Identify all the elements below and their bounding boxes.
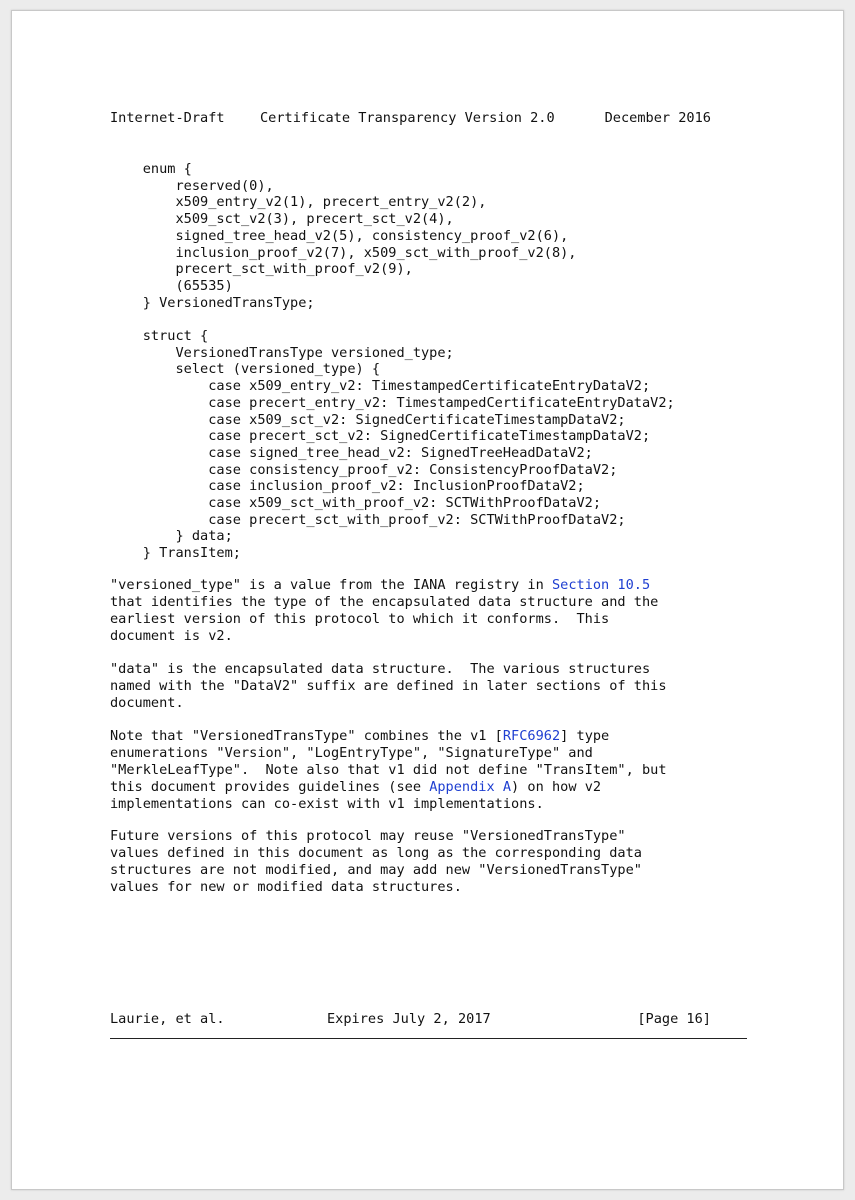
header-title: Certificate Transparency Version 2.0	[260, 110, 555, 126]
code-line: inclusion_proof_v2(7), x509_sct_with_proof_v2(8),	[110, 244, 577, 261]
header-date: December 2016	[604, 110, 711, 126]
paragraph-text: that identifies the type of the encapsulated data structure and the earliest version of this protocol to which it conforms. This document is v2.	[110, 593, 659, 644]
section-10-5-link[interactable]: Section 10.5	[551, 577, 651, 593]
code-line: reserved(0),	[110, 177, 274, 194]
code-line: select (versioned_type) {	[110, 361, 381, 378]
paragraph-text: "data" is the encapsulated data structure. The various structures named with the "DataV2" suffix are defined in later sections of this document.	[110, 661, 667, 711]
code-line: case precert_sct_v2: SignedCertificateTimestampDataV2;	[110, 428, 651, 445]
code-line: case x509_sct_with_proof_v2: SCTWithProofDataV2;	[110, 495, 602, 512]
footer-divider	[110, 1038, 747, 1039]
paragraph-note	[110, 728, 667, 813]
code-line: } data;	[110, 528, 233, 545]
code-line: case consistency_proof_v2: ConsistencyProofDataV2;	[110, 461, 618, 478]
code-line: case precert_sct_with_proof_v2: SCTWithProofDataV2;	[110, 511, 626, 528]
paragraph-text: Future versions of this protocol may reuse "VersionedTransType" values defined in this document as long as the corresponding data structures are not modified, and may add new "VersionedTransType" values for new or modified data structures.	[110, 828, 642, 895]
paragraph-future-versions	[110, 828, 642, 896]
code-line: } VersionedTransType;	[110, 294, 315, 311]
page-footer	[110, 1011, 711, 1091]
code-line: precert_sct_with_proof_v2(9),	[110, 261, 413, 278]
appendix-a-link[interactable]: Appendix A	[429, 778, 512, 795]
footer-page-number: [Page 16]	[637, 1011, 711, 1027]
code-line: (65535)	[110, 277, 233, 294]
footer-expiry: Expires July 2, 2017	[327, 1011, 491, 1027]
footer-authors: Laurie, et al.	[110, 1011, 225, 1027]
code-line: VersionedTransType versioned_type;	[110, 344, 454, 361]
code-block	[110, 161, 675, 562]
code-line: x509_entry_v2(1), precert_entry_v2(2),	[110, 194, 487, 211]
paragraph-text: Note that "VersionedTransType" combines the v1 [	[110, 728, 503, 744]
code-line: x509_sct_v2(3), precert_sct_v2(4),	[110, 211, 454, 228]
document-page	[11, 10, 844, 1190]
code-line: case x509_sct_v2: SignedCertificateTimestampDataV2;	[110, 411, 626, 428]
paragraph-text: ) on how v2	[511, 778, 602, 795]
paragraph-data	[110, 661, 667, 712]
paragraph-text: this document provides guidelines (see	[110, 778, 430, 795]
code-line: struct {	[110, 328, 209, 345]
paragraph-text: enumerations "Version", "LogEntryType", "SignatureType" and "MerkleLeafType". Note also that v1 did not define "TransItem", but	[110, 744, 667, 778]
code-line: signed_tree_head_v2(5), consistency_proof_v2(6),	[110, 227, 569, 244]
paragraph-text: implementations can co-exist with v1 implementations.	[110, 795, 544, 812]
code-line: case x509_entry_v2: TimestampedCertificateEntryDataV2;	[110, 378, 651, 395]
code-line: } TransItem;	[110, 545, 241, 562]
code-line: enum {	[110, 161, 192, 177]
paragraph-text: "versioned_type" is a value from the IANA registry in	[110, 577, 552, 593]
code-line	[110, 311, 675, 328]
code-line: case signed_tree_head_v2: SignedTreeHeadDataV2;	[110, 444, 593, 461]
paragraph-versioned-type	[110, 577, 658, 645]
header-left: Internet-Draft	[110, 110, 225, 126]
rfc6962-link[interactable]: RFC6962	[502, 728, 561, 744]
paragraph-text: ] type	[560, 728, 610, 744]
code-line: case precert_entry_v2: TimestampedCertificateEntryDataV2;	[110, 394, 675, 411]
code-line: case inclusion_proof_v2: InclusionProofDataV2;	[110, 478, 585, 495]
